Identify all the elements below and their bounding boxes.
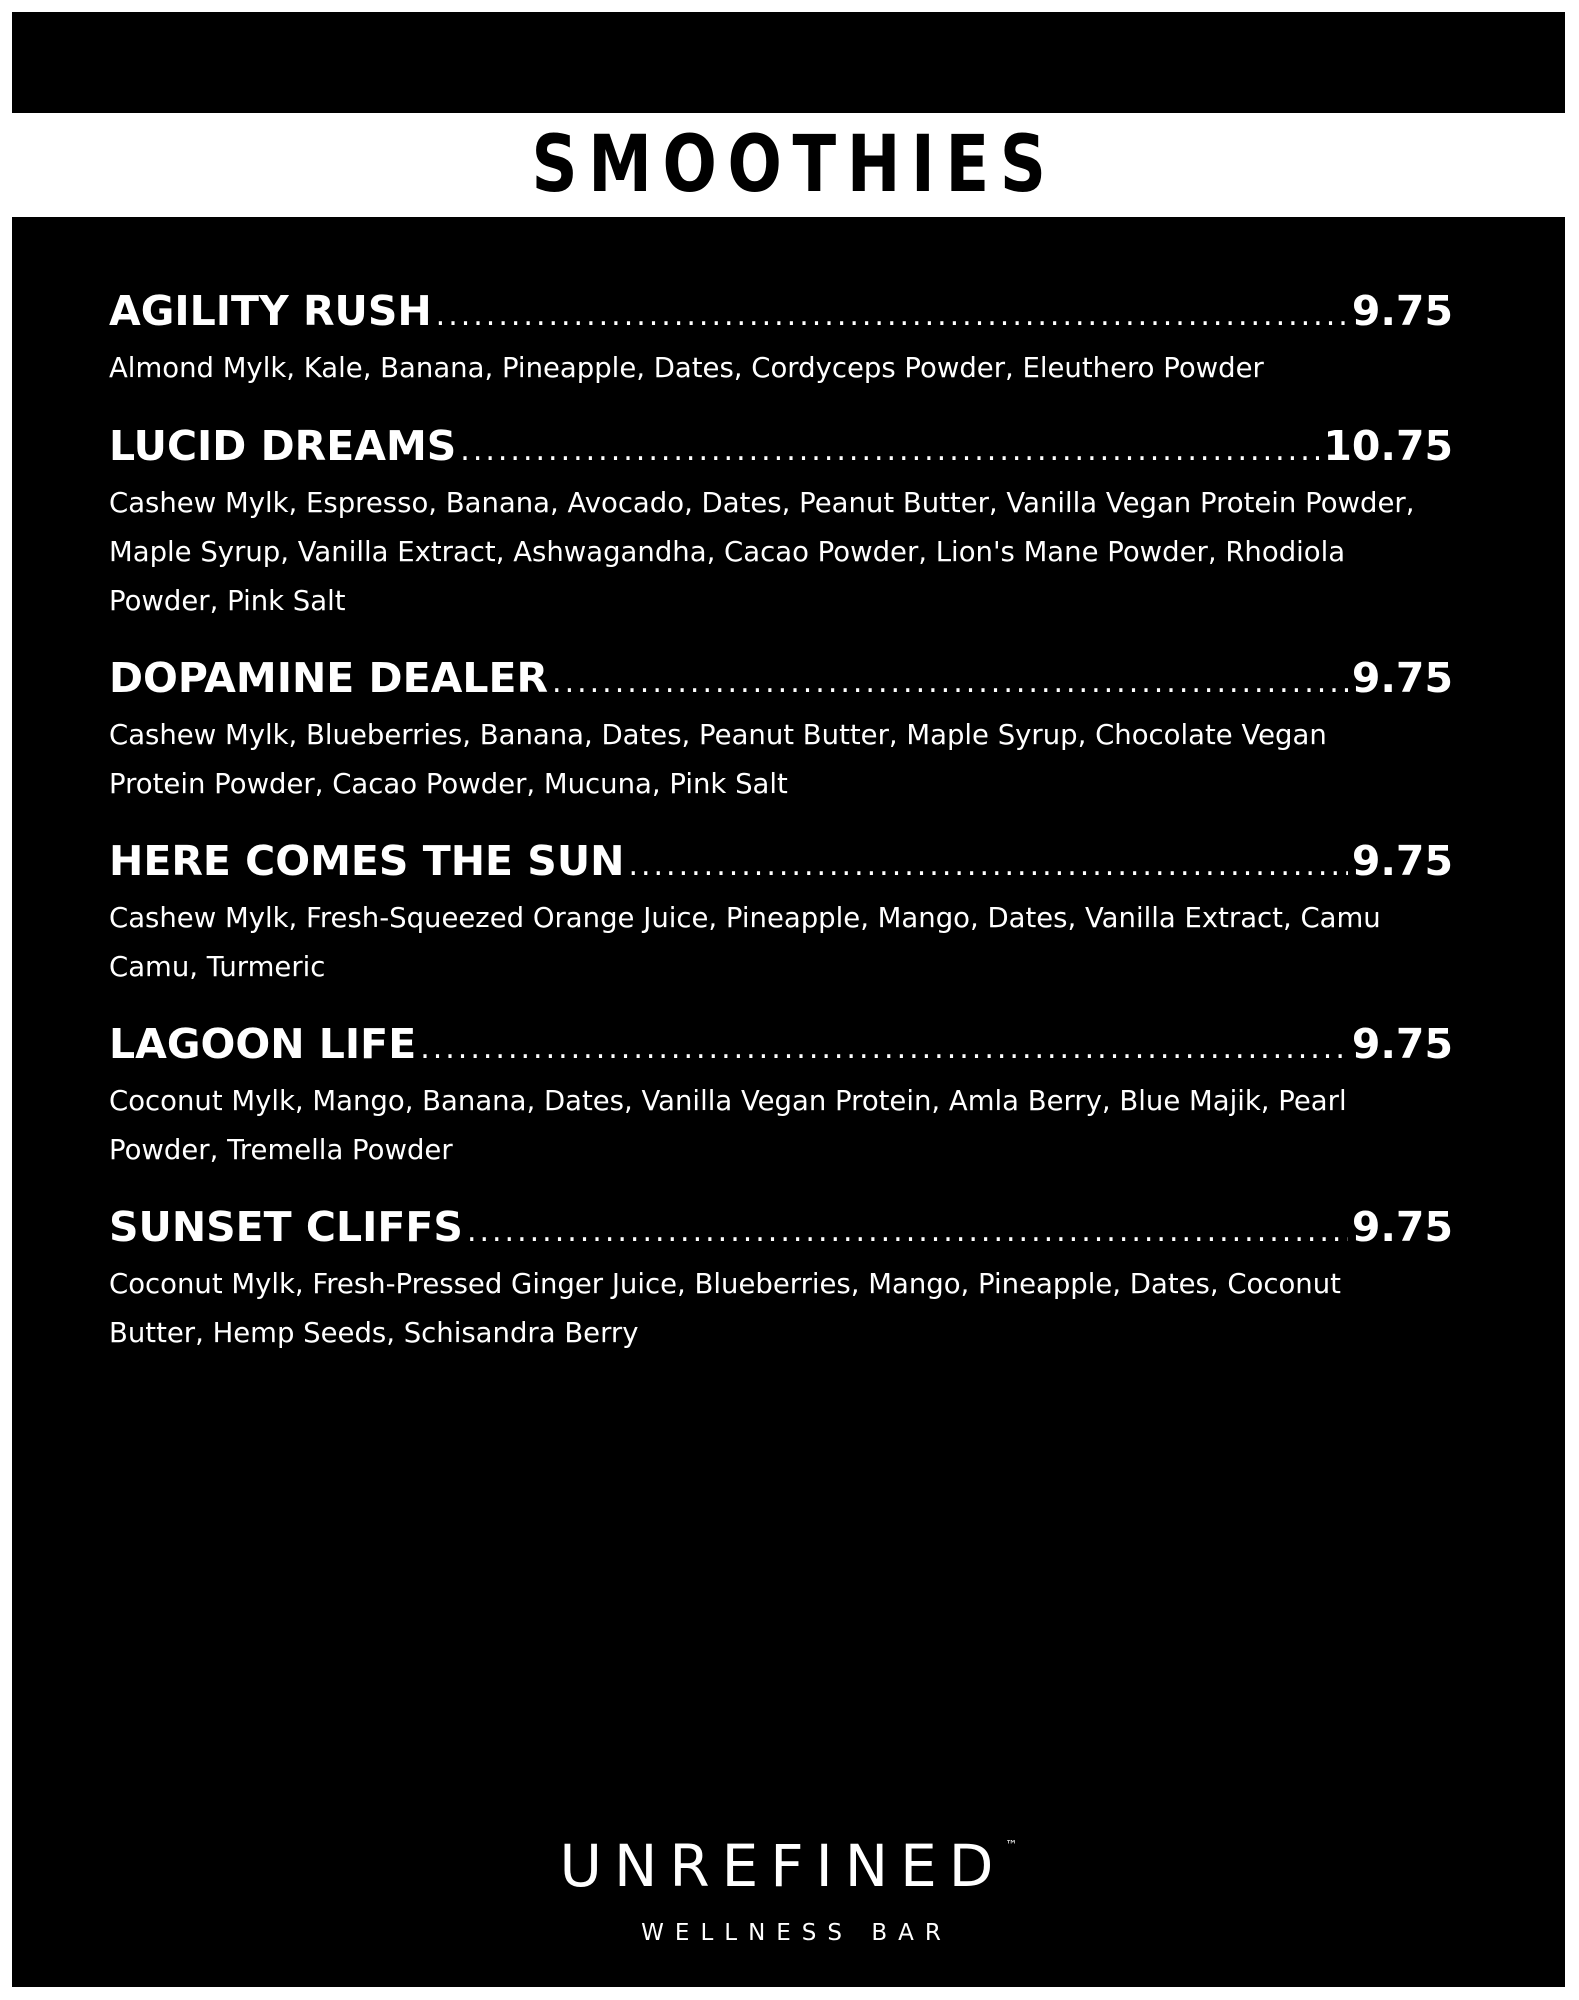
- menu-title: SMOOTHIES: [531, 120, 1057, 210]
- menu-item: [109, 1203, 1453, 1358]
- item-name: LAGOON LIFE: [109, 1020, 417, 1068]
- item-name: LUCID DREAMS: [109, 422, 457, 470]
- item-name: HERE COMES THE SUN: [109, 837, 625, 885]
- menu-items: [109, 287, 1453, 1358]
- menu-item: [109, 837, 1453, 992]
- menu-item: [109, 654, 1453, 809]
- item-description: Cashew Mylk, Blueberries, Banana, Dates, Peanut Butter, Maple Syrup, Chocolate Vegan Protein Powder, Cacao Powder, Mucuna, Pink Salt: [109, 719, 1327, 800]
- item-description: Coconut Mylk, Mango, Banana, Dates, Vanilla Vegan Protein, Amla Berry, Blue Majik, Pearl Powder, Tremella Powder: [109, 1085, 1347, 1166]
- item-price: 9.75: [1351, 1020, 1453, 1068]
- item-price: 10.75: [1323, 422, 1453, 470]
- dot-leader: [436, 298, 1348, 333]
- menu-item: [109, 1020, 1453, 1175]
- item-description: Cashew Mylk, Fresh-Squeezed Orange Juice, Pineapple, Mango, Dates, Vanilla Extract, Camu Camu, Turmeric: [109, 902, 1381, 983]
- item-description: Cashew Mylk, Espresso, Banana, Avocado, Dates, Peanut Butter, Vanilla Vegan Protein Powder, Maple Syrup, Vanilla Extract, Ashwagandha, Cacao Powder, Lion's Mane Powder, Rhodiola Powder, Pink Salt: [109, 487, 1415, 617]
- brand-tagline: WELLNESS BAR: [641, 1920, 952, 1946]
- item-name: SUNSET CLIFFS: [109, 1203, 463, 1251]
- item-price: 9.75: [1351, 287, 1453, 335]
- dot-leader: [420, 1031, 1348, 1066]
- trademark-symbol: ™: [1005, 1838, 1018, 1852]
- menu-item: [109, 422, 1453, 626]
- title-band: [12, 113, 1565, 217]
- item-price: 9.75: [1351, 837, 1453, 885]
- item-name: AGILITY RUSH: [109, 287, 432, 335]
- item-description: Coconut Mylk, Fresh-Pressed Ginger Juice, Blueberries, Mango, Pineapple, Dates, Coconut Butter, Hemp Seeds, Schisandra Berry: [109, 1268, 1341, 1349]
- brand-name: UNREFINED: [559, 1832, 1006, 1900]
- dot-leader: [467, 1214, 1348, 1249]
- dot-leader: [628, 848, 1347, 883]
- dot-leader: [460, 433, 1319, 468]
- item-header: [109, 654, 1453, 710]
- item-header: [109, 837, 1453, 893]
- item-description: Almond Mylk, Kale, Banana, Pineapple, Dates, Cordyceps Powder, Eleuthero Powder: [109, 352, 1264, 384]
- item-header: [109, 287, 1453, 343]
- menu-board: [12, 12, 1565, 1987]
- menu-item: [109, 287, 1453, 393]
- item-header: [109, 1020, 1453, 1076]
- item-name: DOPAMINE DEALER: [109, 654, 549, 702]
- item-header: [109, 1203, 1453, 1259]
- dot-leader: [552, 665, 1348, 700]
- item-header: [109, 422, 1453, 478]
- brand-logo: [12, 1832, 1565, 1900]
- item-price: 9.75: [1351, 654, 1453, 702]
- item-price: 9.75: [1351, 1203, 1453, 1251]
